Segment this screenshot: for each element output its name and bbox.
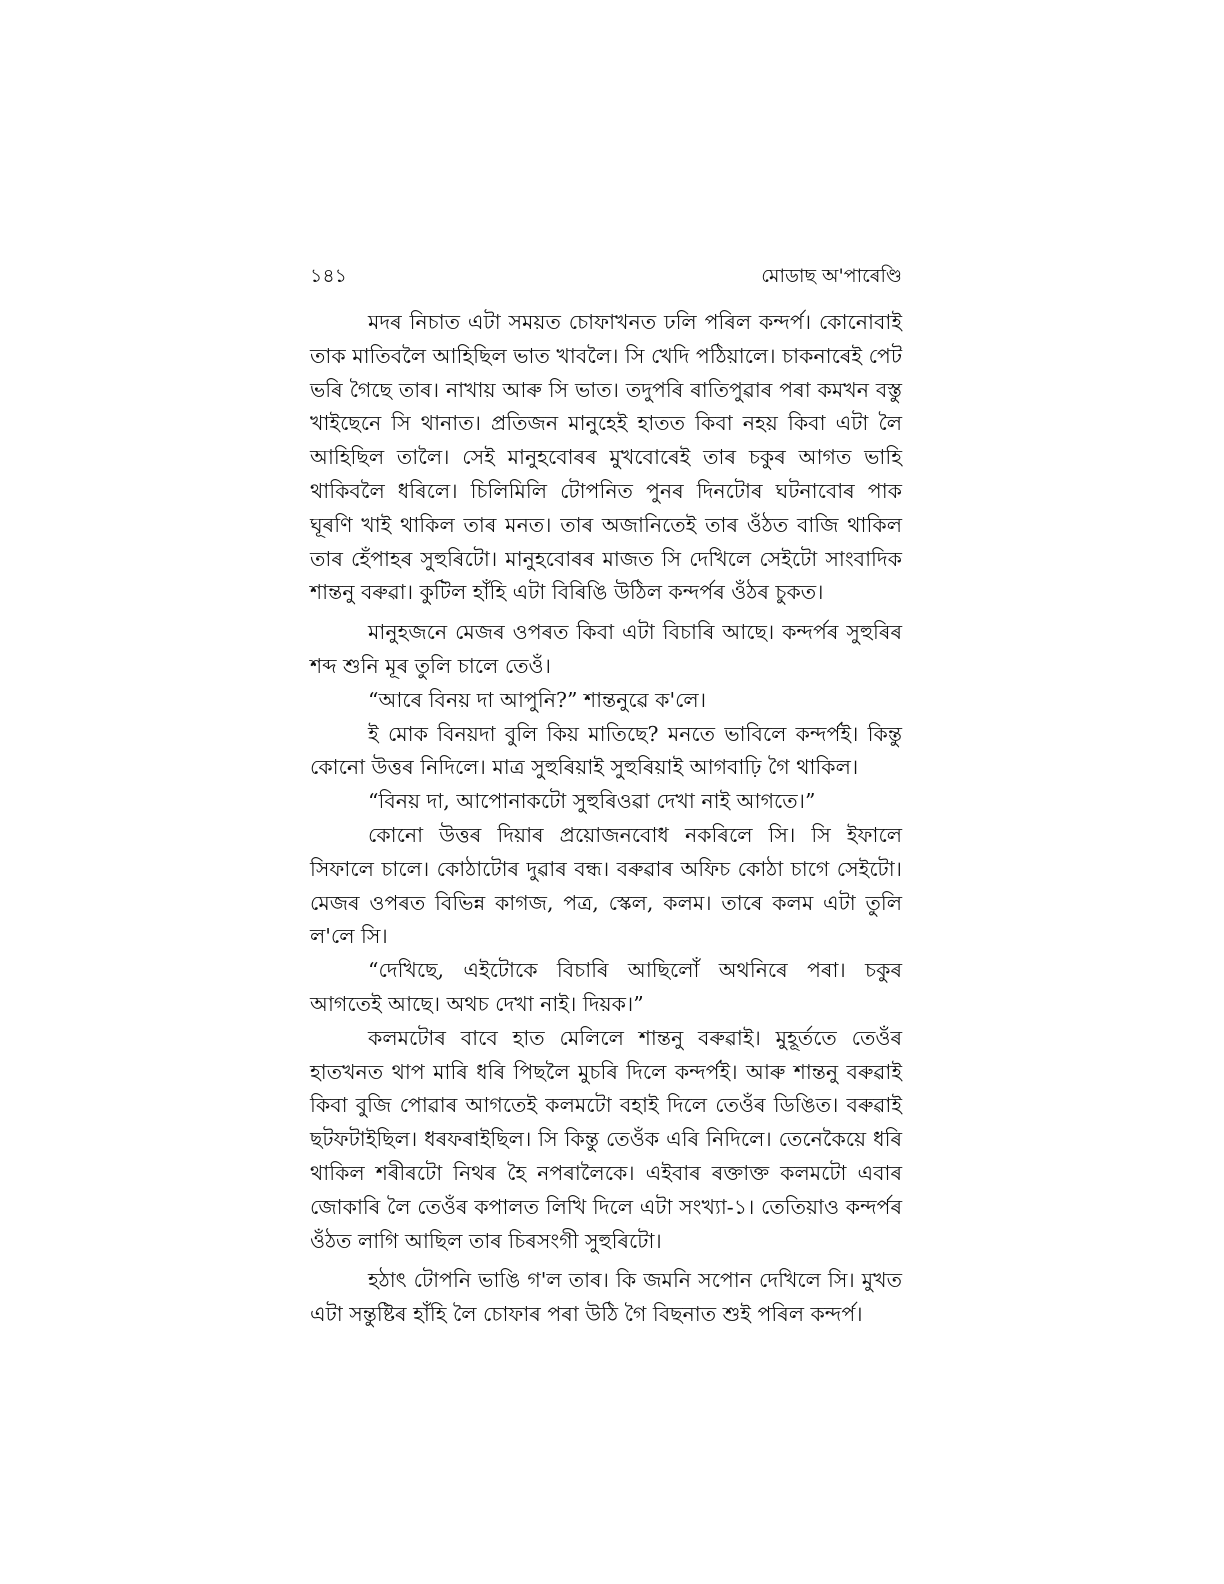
paragraph: মদৰ নিচাত এটা সময়ত চোফাখনত ঢলি পৰিল কন্দৰ্প। কোনোবাই তাক মাতিবলৈ আহিছিল ভাত খাবলৈ। সি খেদি পঠিয়ালে। চাকনাৰেই পেট ভৰি গৈছে তাৰ। নাখায় আৰু সি ভাত। তদুপৰি ৰাতিপুৱাৰ পৰা কমখন বস্তু খাইছেনে সি থানাত। প্ৰতিজন মানুহেই হাতত কিবা নহয় কিবা এটা লৈ আহিছিল তালৈ। সেই মানুহবোৰৰ মুখবোৰেই তাৰ চকুৰ আগত ভাহি থাকিবলৈ ধৰিলে। চিলিমিলি টোপনিত পুনৰ দিনটোৰ ঘটনাবোৰ পাক ঘূৰণি খাই থাকিল তাৰ মনত। তাৰ অজানিতেই তাৰ ওঁঠত বাজি থাকিল তাৰ হেঁপাহৰ সুহুৰিটো। মানুহবোৰৰ মাজত সি দেখিলে সেইটো সাংবাদিক শান্তনু বৰুৱা। কুটিল হাঁহি এটা বিৰিঙি উঠিল কন্দৰ্পৰ ওঁঠৰ চুকত। <box>310 310 902 605</box>
page-number: ১৪১ <box>310 265 347 287</box>
running-header <box>310 262 902 292</box>
body-text <box>310 306 902 1332</box>
paragraph: “বিনয় দা, আপোনাকটো সুহুৰিওৱা দেখা নাই আগতে।” <box>368 789 816 814</box>
paragraph: মানুহজনে মেজৰ ওপৰত কিবা এটা বিচাৰি আছে। কন্দৰ্পৰ সুহুৰিৰ শব্দ শুনি মূৰ তুলি চালে তেওঁ। <box>310 620 902 678</box>
paragraph: ই মোক বিনয়দা বুলি কিয় মাতিছে? মনতে ভাবিলে কন্দৰ্পই। কিন্তু কোনো উত্তৰ নিদিলে। মাত্ৰ সুহুৰিয়াই সুহুৰিয়াই আগবাঢ়ি গৈ থাকিল। <box>310 721 902 780</box>
paragraph: “আৰে বিনয় দা আপুনি?” শান্তনুৱে ক'লে। <box>368 687 707 712</box>
paragraph: কলমটোৰ বাবে হাত মেলিলে শান্তনু বৰুৱাই। মুহূৰ্ততে তেওঁৰ হাতখনত থাপ মাৰি ধৰি পিছলৈ মুচৰি দিলে কন্দৰ্পই। আৰু শান্তনু বৰুৱাই কিবা বুজি পোৱাৰ আগতেই কলমটো বহাই দিলে তেওঁৰ ডিঙিত। বৰুৱাই ছটফটাইছিল। ধৰফৰাইছিল। সি কিন্তু তেওঁক এৰি নিদিলে। তেনেকৈয়ে ধৰি থাকিল শৰীৰটো নিথৰ হৈ নপৰালৈকে। এইবাৰ ৰক্তাক্ত কলমটো এবাৰ জোকাৰি লৈ তেওঁৰ কপালত লিখি দিলে এটা সংখ্যা-১। তেতিয়াও কন্দৰ্পৰ ওঁঠত লাগি আছিল তাৰ চিৰসংগী সুহুৰিটো। <box>310 1025 902 1253</box>
paragraph: কোনো উত্তৰ দিয়াৰ প্ৰয়োজনবোধ নকৰিলে সি। সি ইফালে সিফালে চালে। কোঠাটোৰ দুৱাৰ বন্ধ। বৰুৱাৰ অফিচ কোঠা চাগে সেইটো। মেজৰ ওপৰত বিভিন্ন কাগজ, পত্ৰ, স্কেল, কলম। তাৰে কলম এটা তুলি ল'লে সি। <box>310 822 902 949</box>
paragraph: “দেখিছে, এইটোকে বিচাৰি আছিলোঁ অথনিৰে পৰা। চকুৰ আগতেই আছে। অথচ দেখা নাই। দিয়ক।” <box>310 958 902 1016</box>
running-title: মোডাছ অ'পাৰেণ্ডি <box>761 265 902 287</box>
paragraph: হঠাৎ টোপনি ভাঙি গ'ল তাৰ। কি জমনি সপোন দেখিলে সি। মুখত এটা সন্তুষ্টিৰ হাঁহি লৈ চোফাৰ পৰা উঠি গৈ বিছনাত শুই পৰিল কন্দৰ্প। <box>310 1268 902 1327</box>
book-page <box>310 262 902 1332</box>
